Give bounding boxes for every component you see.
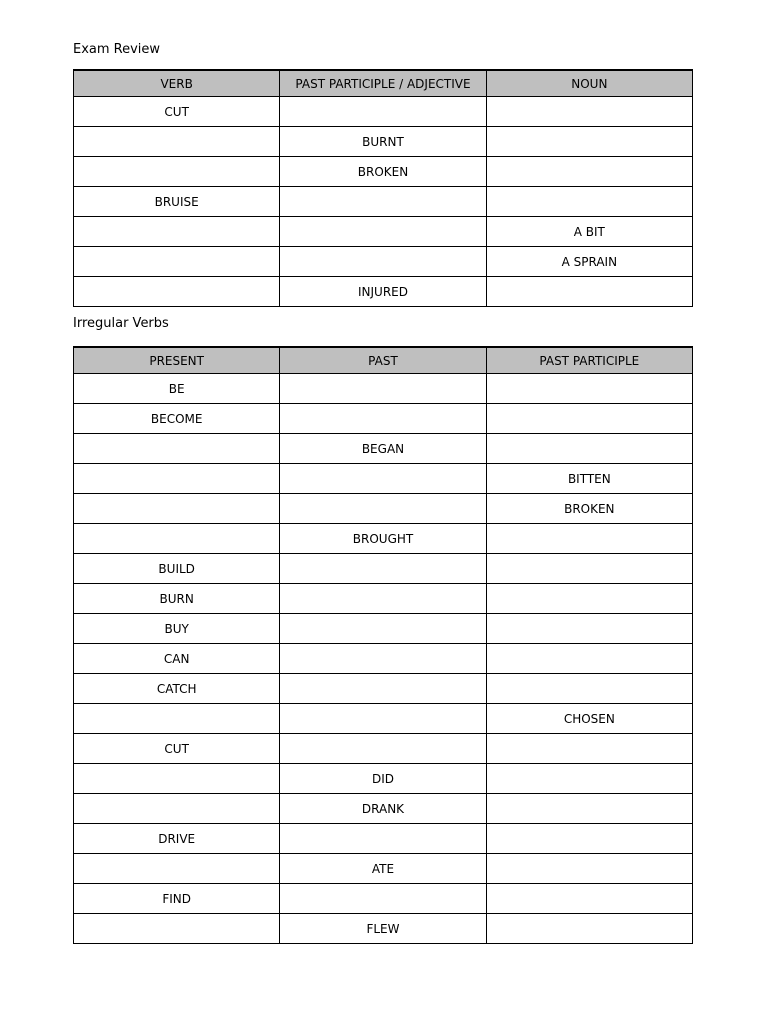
table-cell: FIND	[74, 884, 280, 914]
table-row	[74, 674, 693, 704]
table-cell	[74, 127, 280, 157]
table-cell: DRIVE	[74, 824, 280, 854]
table-cell	[280, 584, 486, 614]
table-cell: BROUGHT	[280, 524, 486, 554]
table-cell	[74, 764, 280, 794]
table-header-row	[74, 347, 693, 374]
table-row	[74, 794, 693, 824]
table-cell	[486, 734, 692, 764]
table-row	[74, 884, 693, 914]
table-cell: CUT	[74, 734, 280, 764]
table-cell	[74, 217, 280, 247]
table-cell: BROKEN	[486, 494, 692, 524]
table-cell	[486, 824, 692, 854]
column-header: PAST PARTICIPLE	[486, 347, 692, 374]
table-cell	[280, 554, 486, 584]
table-cell: BITTEN	[486, 464, 692, 494]
table-cell: CAN	[74, 644, 280, 674]
table-row	[74, 854, 693, 884]
table-cell	[74, 277, 280, 307]
table-header-row	[74, 70, 693, 97]
table-cell	[280, 97, 486, 127]
table-cell	[486, 374, 692, 404]
table-cell: BROKEN	[280, 157, 486, 187]
table-cell: BUILD	[74, 554, 280, 584]
table-cell: FLEW	[280, 914, 486, 944]
table-cell: DID	[280, 764, 486, 794]
table-row	[74, 644, 693, 674]
table-cell	[280, 704, 486, 734]
table-cell	[74, 434, 280, 464]
table-row	[74, 127, 693, 157]
table-cell	[280, 884, 486, 914]
table-cell	[280, 374, 486, 404]
table-row	[74, 187, 693, 217]
table-cell	[486, 674, 692, 704]
table-cell	[486, 614, 692, 644]
exam-review-table	[73, 69, 693, 307]
table-cell: CATCH	[74, 674, 280, 704]
table-cell	[486, 884, 692, 914]
table-cell	[74, 854, 280, 884]
table-cell	[280, 247, 486, 277]
table-cell	[74, 247, 280, 277]
irregular-verbs-table	[73, 346, 693, 944]
table-cell	[280, 674, 486, 704]
table-cell: ATE	[280, 854, 486, 884]
table-cell	[280, 217, 486, 247]
table-cell	[486, 157, 692, 187]
table-cell: A BIT	[486, 217, 692, 247]
table-cell	[486, 644, 692, 674]
table-cell	[74, 914, 280, 944]
table-cell: BEGAN	[280, 434, 486, 464]
table-row	[74, 824, 693, 854]
column-header: PAST PARTICIPLE / ADJECTIVE	[280, 70, 486, 97]
table-row	[74, 704, 693, 734]
table-row	[74, 764, 693, 794]
table-row	[74, 374, 693, 404]
table-cell: BURN	[74, 584, 280, 614]
table-cell	[74, 464, 280, 494]
table-cell	[280, 734, 486, 764]
table-cell	[280, 614, 486, 644]
table-cell: BECOME	[74, 404, 280, 434]
table-cell: BURNT	[280, 127, 486, 157]
table-cell	[280, 187, 486, 217]
table-row	[74, 217, 693, 247]
table-cell: INJURED	[280, 277, 486, 307]
table-cell	[280, 644, 486, 674]
table-cell	[486, 584, 692, 614]
table-cell	[486, 914, 692, 944]
table-cell: CHOSEN	[486, 704, 692, 734]
table-row	[74, 494, 693, 524]
table-cell	[74, 494, 280, 524]
column-header: PAST	[280, 347, 486, 374]
table-cell	[486, 97, 692, 127]
table-row	[74, 404, 693, 434]
table-row	[74, 524, 693, 554]
table-cell	[280, 404, 486, 434]
table-cell	[486, 794, 692, 824]
table-cell	[74, 157, 280, 187]
table-row	[74, 614, 693, 644]
table-cell	[486, 554, 692, 584]
table-row	[74, 914, 693, 944]
table-cell	[486, 187, 692, 217]
table-cell	[486, 434, 692, 464]
column-header: VERB	[74, 70, 280, 97]
table-row	[74, 734, 693, 764]
irregular-verbs-title: Irregular Verbs	[73, 316, 169, 331]
table-cell	[486, 764, 692, 794]
table-cell	[486, 277, 692, 307]
column-header: NOUN	[486, 70, 692, 97]
table-cell	[280, 494, 486, 524]
table-row	[74, 277, 693, 307]
table-cell	[486, 404, 692, 434]
table-cell: CUT	[74, 97, 280, 127]
table-cell	[486, 127, 692, 157]
table-cell: BE	[74, 374, 280, 404]
table-cell	[74, 704, 280, 734]
table-cell	[280, 824, 486, 854]
table-cell	[280, 464, 486, 494]
column-header: PRESENT	[74, 347, 280, 374]
table-cell	[74, 524, 280, 554]
table-cell: DRANK	[280, 794, 486, 824]
table-row	[74, 464, 693, 494]
table-cell	[486, 524, 692, 554]
table-row	[74, 157, 693, 187]
table-cell: BRUISE	[74, 187, 280, 217]
table-cell	[74, 794, 280, 824]
table-row	[74, 554, 693, 584]
table-row	[74, 97, 693, 127]
table-row	[74, 584, 693, 614]
exam-review-title: Exam Review	[73, 42, 161, 57]
table-row	[74, 434, 693, 464]
table-cell	[486, 854, 692, 884]
table-row	[74, 247, 693, 277]
table-cell: A SPRAIN	[486, 247, 692, 277]
table-cell: BUY	[74, 614, 280, 644]
